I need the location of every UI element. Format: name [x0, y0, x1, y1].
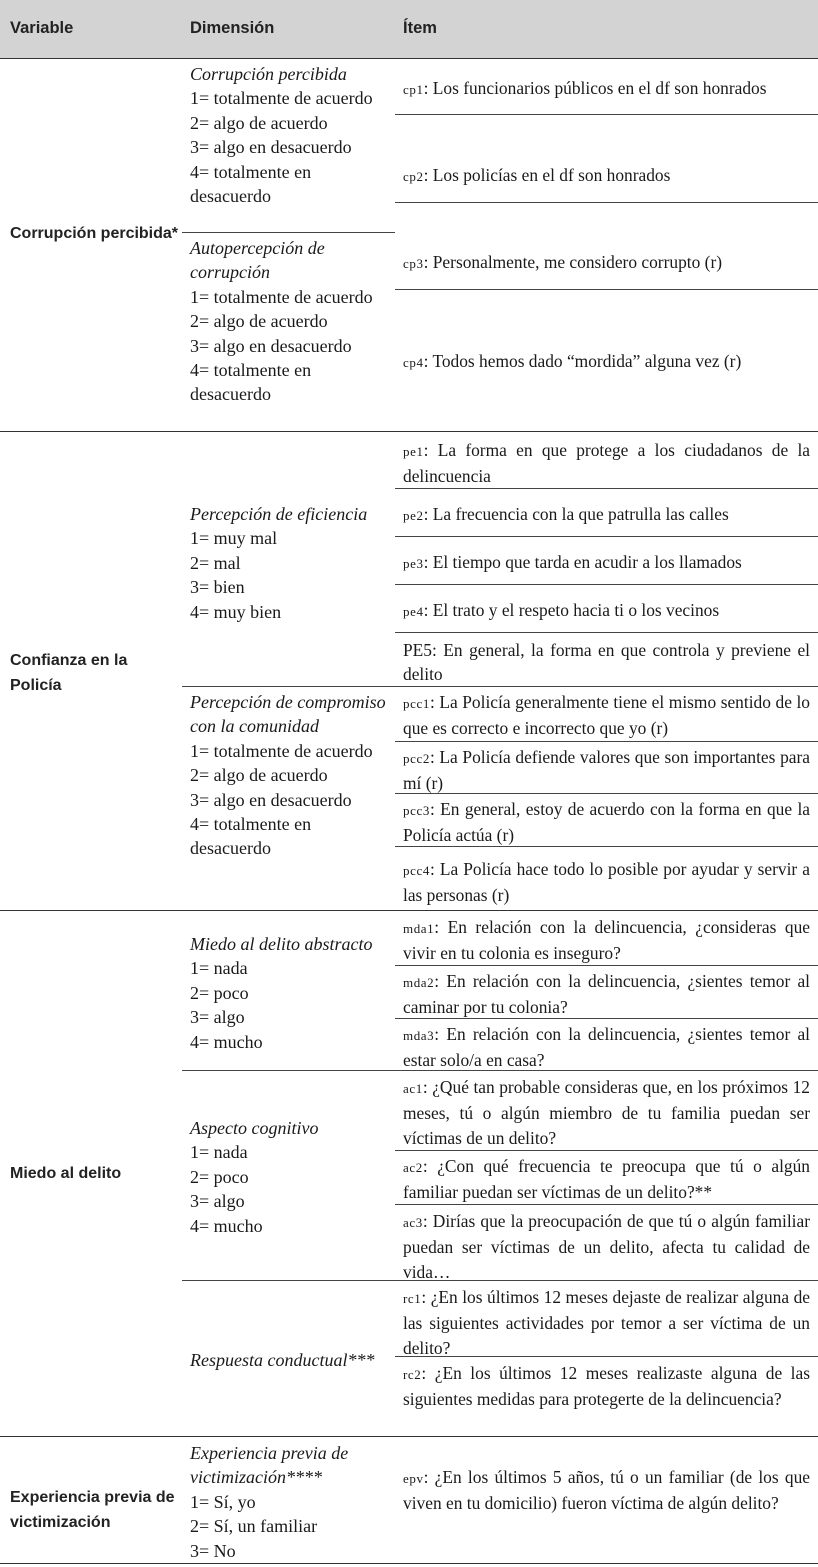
item-code: ac2: [403, 1160, 423, 1175]
dimension-corrupcion-percibida: [190, 62, 390, 208]
divider: [182, 1280, 395, 1281]
dimension-title: Corrupción percibida: [190, 64, 347, 84]
variable-confianza: Confianza en la Policía: [10, 652, 128, 694]
dimension-autopercepcion: [190, 236, 390, 407]
dimension-miedo-abstracto: [190, 932, 390, 1054]
divider: [395, 1150, 818, 1151]
item-code: epv: [403, 1471, 424, 1486]
divider: [395, 1204, 818, 1205]
dimension-scale: 1= nada 2= poco 3= algo 4= mucho: [190, 1142, 263, 1236]
dimension-scale: 1= totalmente de acuerdo 2= algo de acuerdo 3= algo en desacuerdo 4= totalmente en desacuerdo: [190, 286, 373, 405]
item-code: ac3: [403, 1215, 423, 1230]
dimension-scale: 1= totalmente de acuerdo 2= algo de acuerdo 3= algo en desacuerdo 4= totalmente en desacuerdo: [190, 88, 373, 207]
item-cp4: cp4: Todos hemos dado “mordida” alguna vez (r): [403, 351, 742, 371]
divider: [395, 846, 818, 847]
divider: [395, 686, 818, 687]
dimension-scale: 1= nada 2= poco 3= algo 4= mucho: [190, 958, 263, 1052]
item-code: pcc2: [403, 751, 430, 766]
variable-experiencia: Experiencia previa de victimización: [10, 1489, 175, 1531]
item-pe2: pe2: La frecuencia con la que patrulla las calles: [403, 504, 729, 524]
dimension-title: Experiencia previa de victimización****: [190, 1443, 349, 1488]
item-code: cp1: [403, 82, 424, 97]
divider: [395, 114, 818, 115]
item-pe5: PE5: En general, la forma en que controla y previene el delito: [403, 640, 810, 685]
item-code: mda3: [403, 1028, 435, 1043]
divider: [395, 584, 818, 585]
item-code: mda2: [403, 975, 435, 990]
dimension-scale: 1= muy mal 2= mal 3= bien 4= muy bien: [190, 528, 282, 622]
dimension-scale: 1= Sí, yo 2= Sí, un familiar 3= No: [190, 1491, 318, 1561]
divider: [395, 1356, 818, 1357]
variable-corrupcion: Corrupción percibida*: [10, 225, 179, 242]
item-code: mda1: [403, 921, 435, 936]
item-code: pcc3: [403, 803, 430, 818]
divider: [182, 232, 395, 233]
divider: [395, 965, 818, 966]
divider: [395, 289, 818, 290]
item-ac1: ac1: ¿Qué tan probable consideras que, en los próximos 12 meses, tú o algún miembro de tu familia puedan ser víctimas de un delito?: [403, 1077, 810, 1148]
dimension-compromiso: [190, 690, 390, 861]
divider: [395, 632, 818, 633]
divider: [182, 686, 395, 687]
item-rc1: rc1: ¿En los últimos 12 meses dejaste de realizar alguna de las siguientes actividades por temor a ser víctima de un delito?: [403, 1287, 810, 1358]
item-pe1: pe1: La forma en que protege a los ciudadanos de la delincuencia: [403, 440, 810, 487]
divider: [182, 1070, 395, 1071]
item-mda2: mda2: En relación con la delincuencia, ¿sientes temor al caminar por tu colonia?: [403, 971, 810, 1018]
item-ac3: ac3: Dirías que la preocupación de que tú o algún familiar puedan ser víctimas de un delito, afecta tu calidad de vida…: [403, 1211, 810, 1282]
item-pe4: pe4: El trato y el respeto hacia ti o los vecinos: [403, 600, 720, 620]
divider: [395, 741, 818, 742]
section-divider: [0, 431, 818, 432]
item-pe3: pe3: El tiempo que tarda en acudir a los llamados: [403, 552, 742, 572]
item-rc2: rc2: ¿En los últimos 12 meses realizaste alguna de las siguientes medidas para protegerte de la delincuencia?: [403, 1363, 810, 1410]
item-code: ac1: [403, 1081, 423, 1096]
item-cp3: cp3: Personalmente, me considero corrupto (r): [403, 252, 723, 272]
item-cp2: cp2: Los policías en el df son honrados: [403, 165, 671, 185]
variable-miedo: Miedo al delito: [10, 1165, 122, 1182]
dimension-title: Percepción de compromiso con la comunidad: [190, 692, 386, 737]
dimension-title: Miedo al delito abstracto: [190, 934, 373, 954]
divider: [395, 536, 818, 537]
item-code: pcc1: [403, 696, 430, 711]
item-code: pe2: [403, 508, 424, 523]
item-pcc2: pcc2: La Policía defiende valores que son importantes para mí (r): [403, 747, 810, 794]
item-code: pe3: [403, 556, 424, 571]
item-epv: epv: ¿En los últimos 5 años, tú o un familiar (de los que viven en tu domicilio) fueron víctima de algún delito?: [403, 1467, 810, 1514]
divider: [395, 488, 818, 489]
dimension-title: Autopercepción de corrupción: [190, 238, 325, 283]
dimension-scale: 1= totalmente de acuerdo 2= algo de acuerdo 3= algo en desacuerdo 4= totalmente en desacuerdo: [190, 740, 373, 859]
item-pcc3: pcc3: En general, estoy de acuerdo con la forma en que la Policía actúa (r): [403, 799, 810, 846]
divider: [395, 202, 818, 203]
item-code: cp2: [403, 169, 424, 184]
item-code: rc1: [403, 1291, 422, 1306]
section-divider: [0, 1436, 818, 1437]
item-code: rc2: [403, 1367, 422, 1382]
item-code: pe4: [403, 604, 424, 619]
item-mda1: mda1: En relación con la delincuencia, ¿consideras que vivir en tu colonia es inseguro?: [403, 917, 810, 964]
item-pcc1: pcc1: La Policía generalmente tiene el mismo sentido de lo que es correcto e incorrecto que yo (r): [403, 692, 810, 739]
dimension-eficiencia: [190, 502, 390, 624]
divider: [395, 1070, 818, 1071]
item-code: pcc4: [403, 863, 430, 878]
item-code: cp3: [403, 256, 424, 271]
section-divider: [0, 910, 818, 911]
dimension-experiencia-previa: [190, 1441, 390, 1563]
header-variable: Variable: [10, 19, 74, 37]
item-ac2: ac2: ¿Con qué frecuencia te preocupa que tú o algún familiar puedan ser víctimas de un delito?**: [403, 1156, 810, 1203]
dimension-title: Respuesta conductual***: [190, 1350, 375, 1370]
divider: [395, 793, 818, 794]
item-code: cp4: [403, 355, 424, 370]
header-item: Ítem: [403, 19, 437, 37]
dimension-aspecto-cognitivo: [190, 1116, 390, 1238]
dimension-respuesta-conductual: [190, 1348, 390, 1372]
item-mda3: mda3: En relación con la delincuencia, ¿sientes temor al estar solo/a en casa?: [403, 1024, 810, 1071]
divider: [395, 1280, 818, 1281]
divider: [395, 1018, 818, 1019]
item-cp1: cp1: Los funcionarios públicos en el df son honrados: [403, 78, 767, 98]
header-dimension: Dimensión: [190, 19, 275, 37]
item-pcc4: pcc4: La Policía hace todo lo posible por ayudar y servir a las personas (r): [403, 859, 810, 906]
table-bottom-rule: [0, 1563, 818, 1564]
table-header: [0, 0, 818, 59]
dimension-title: Aspecto cognitivo: [190, 1118, 319, 1138]
dimension-title: Percepción de eficiencia: [190, 504, 368, 524]
item-code: pe1: [403, 444, 424, 459]
